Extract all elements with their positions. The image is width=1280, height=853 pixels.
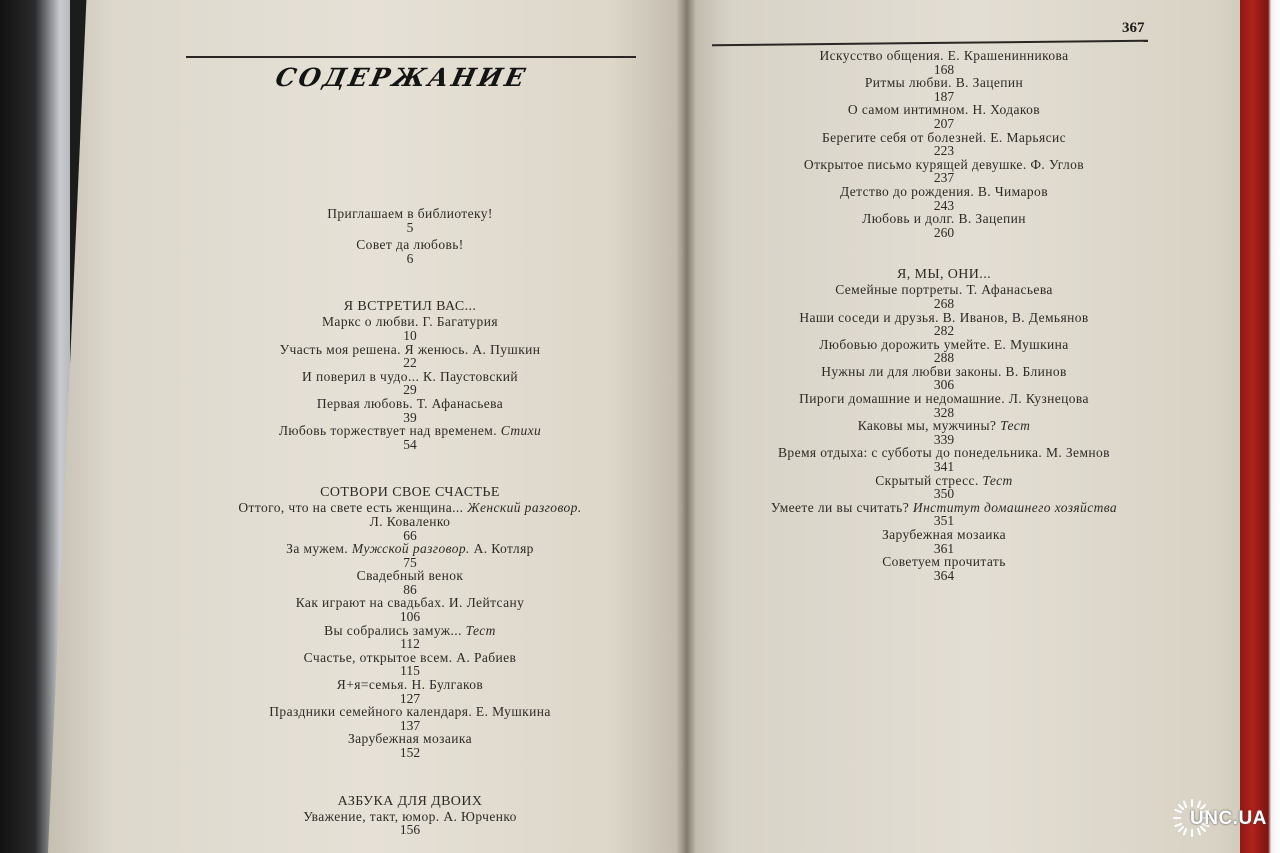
entry-title: Участь моя решена. Я женюсь. А. Пушкин [279, 341, 541, 357]
entry-page: 86 [403, 581, 417, 597]
toc-entry [200, 732, 620, 759]
entry-title: Первая любовь. Т. Афанасьева [316, 395, 504, 411]
entry-title: Ритмы любви. В. Зацепин [864, 75, 1024, 91]
toc-entry [736, 185, 1152, 212]
entry-genre: Институт домашнего хозяйства [912, 499, 1118, 515]
watermark-text: UNC.UA [1190, 808, 1267, 829]
toc-entry [200, 651, 620, 678]
entry-title: Оттого, что на свете есть женщина... Женский разговор. [238, 500, 582, 516]
entry-page: 237 [933, 170, 955, 186]
toc-entry [200, 596, 620, 623]
section-heading: Я, МЫ, ОНИ... [896, 267, 992, 283]
toc-entry [736, 131, 1152, 158]
entry-page: 10 [403, 327, 417, 343]
entry-page: 339 [933, 431, 955, 447]
entry-title: О самом интимном. Н. Ходаков [847, 102, 1041, 118]
section-heading: Я ВСТРЕТИЛ ВАС... [343, 299, 477, 315]
book-cover-edge [1240, 0, 1280, 853]
entry-page: 282 [933, 323, 955, 339]
entry-page: 223 [933, 143, 955, 159]
toc-entry [200, 501, 620, 542]
toc-entry [736, 311, 1152, 338]
entry-author: Л. Коваленко [369, 513, 451, 529]
toc-entry [200, 315, 620, 342]
toc-entry [736, 49, 1152, 76]
entry-page: 364 [933, 567, 955, 583]
toc-entry [200, 705, 620, 732]
entry-title: Счастье, открытое всем. А. Рабиев [303, 649, 517, 665]
toc-entry [736, 365, 1152, 392]
toc-entry [200, 542, 620, 569]
toc-entry [736, 419, 1152, 446]
entry-genre: Мужской разговор. [351, 541, 470, 557]
entry-title: Умеете ли вы считать? Институт домашнего хозяйства [770, 499, 1118, 515]
toc-entry [736, 446, 1152, 473]
toc-entry [736, 338, 1152, 365]
entry-title: Пироги домашние и недомашние. Л. Кузнецова [799, 391, 1089, 407]
toc-entry [200, 397, 620, 424]
entry-page: 187 [933, 88, 955, 104]
entry-page: 75 [403, 554, 417, 570]
toc-entry [736, 158, 1152, 185]
toc-entry [200, 569, 620, 596]
entry-page: 137 [399, 717, 421, 733]
entry-title: Открытое письмо курящей девушке. Ф. Углов [803, 156, 1085, 172]
entry-title: Любовью дорожить умейте. Е. Мушкина [819, 336, 1069, 352]
book-spine-shadow [676, 0, 696, 853]
entry-page: 6 [406, 250, 414, 266]
entry-title: Берегите себя от болезней. Е. Марьясис [821, 129, 1066, 145]
entry-title: Любовь торжествует над временем. Стихи [278, 423, 542, 439]
toc-entry [200, 238, 620, 265]
toc-entry [200, 370, 620, 397]
entry-title: Праздники семейного календаря. Е. Мушкина [269, 704, 551, 720]
entry-page: 260 [933, 224, 955, 240]
entry-page: 288 [933, 350, 955, 366]
entry-genre: Тест [982, 472, 1013, 488]
entry-title: За мужем. Мужской разговор. А. Котляр [286, 541, 534, 557]
entry-title: Нужны ли для любви законы. В. Блинов [821, 363, 1067, 379]
entry-page: 115 [400, 663, 420, 679]
entry-page: 328 [933, 404, 955, 420]
entry-title: Зарубежная мозаика [881, 527, 1007, 542]
toc-right-column [736, 49, 1152, 582]
toc-left-column [200, 207, 620, 837]
entry-title: Маркс о любви. Г. Багатурия [322, 314, 498, 330]
entry-page: 351 [933, 513, 955, 529]
toc-entry [736, 528, 1152, 555]
entry-page: 152 [399, 745, 421, 760]
section-heading: АЗБУКА ДЛЯ ДВОИХ [337, 793, 483, 809]
toc-entry [736, 392, 1152, 419]
entry-page: 207 [933, 115, 955, 131]
entry-page: 306 [933, 377, 955, 393]
entry-page: 156 [399, 822, 421, 838]
entry-genre: Тест [465, 622, 496, 638]
toc-entry [200, 343, 620, 370]
toc-entry [736, 474, 1152, 501]
entry-title: Каковы мы, мужчины? Тест [857, 418, 1031, 434]
entry-page: 29 [403, 382, 417, 398]
toc-entry [736, 501, 1152, 528]
entry-genre: Тест [1000, 418, 1031, 434]
toc-entry [200, 624, 620, 651]
entry-title: Любовь и долг. В. Зацепин [862, 211, 1026, 227]
entry-title: Уважение, такт, юмор. А. Юрченко [303, 808, 517, 824]
header-rule-left [186, 56, 636, 58]
entry-page: 5 [406, 219, 414, 235]
section-heading: СОТВОРИ СВОЕ СЧАСТЬЕ [320, 485, 500, 501]
entry-page: 341 [933, 459, 955, 475]
toc-entry [736, 283, 1152, 310]
entry-page: 268 [933, 295, 955, 311]
entry-title: Свадебный венок [356, 568, 464, 584]
entry-title: Как играют на свадьбах. И. Лейтсану [295, 595, 525, 611]
entry-genre: Стихи [500, 423, 542, 439]
toc-entry [736, 212, 1152, 239]
entry-title: Детство до рождения. В. Чимаров [840, 183, 1048, 199]
toc-entry [736, 76, 1152, 103]
entry-title: Наши соседи и друзья. В. Иванов, В. Демьянов [799, 309, 1089, 325]
entry-title: Я+я=семья. Н. Булгаков [336, 677, 484, 693]
entry-title: Искусство общения. Е. Крашенинникова [819, 48, 1069, 63]
toc-entry [736, 103, 1152, 130]
entry-page: 39 [403, 409, 417, 425]
entry-title: И поверил в чудо... К. Паустовский [302, 368, 518, 384]
entry-page: 54 [403, 436, 417, 452]
watermark-logo [1172, 798, 1272, 838]
entry-page: 106 [399, 609, 421, 625]
entry-title: Скрытый стресс. Тест [875, 472, 1013, 488]
entry-title: Совет да любовь! [356, 237, 464, 253]
toc-entry [200, 678, 620, 705]
entry-page: 361 [933, 540, 955, 556]
entry-title: Семейные портреты. Т. Афанасьева [835, 282, 1053, 298]
entry-title: Время отдыха: с субботы до понедельника. М. Земнов [778, 445, 1110, 461]
entry-page: 168 [933, 61, 955, 77]
toc-entry [200, 207, 620, 234]
entry-title: Вы собрались замуж... Тест [324, 622, 496, 638]
toc-entry [736, 555, 1152, 582]
entry-title: Советуем прочитать [882, 554, 1006, 570]
entry-title: Зарубежная мозаика [347, 731, 473, 747]
entry-page: 243 [933, 197, 955, 213]
entry-genre: Женский разговор. [467, 500, 582, 516]
entry-page: 22 [403, 355, 417, 371]
entry-page: 66 [403, 527, 417, 543]
entry-page: 112 [400, 636, 420, 652]
page-number: 367 [1122, 20, 1145, 36]
toc-entry [200, 424, 620, 451]
contents-heading: СОДЕРЖАНИЕ [272, 63, 531, 92]
entry-title: Приглашаем в библиотеку! [327, 206, 493, 221]
toc-entry [200, 810, 620, 837]
entry-page: 350 [933, 486, 955, 502]
entry-page: 127 [399, 690, 421, 706]
